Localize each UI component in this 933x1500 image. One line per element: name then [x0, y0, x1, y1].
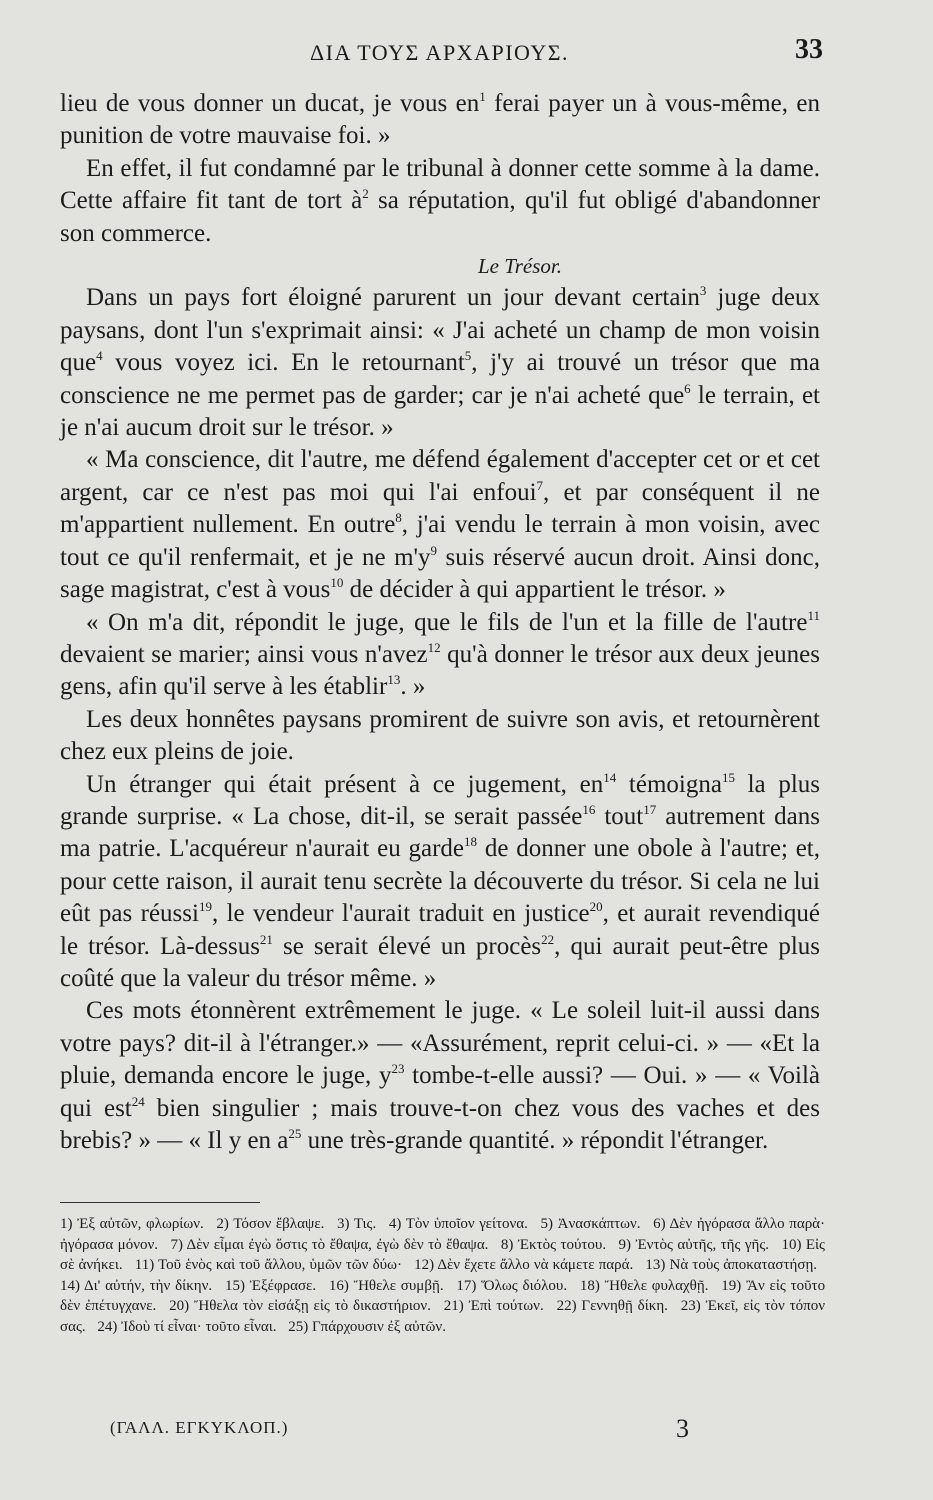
footnote: 3) Τις. — [337, 1216, 377, 1232]
footnote-ref: 25 — [288, 1126, 302, 1141]
footnotes — [60, 1214, 825, 1338]
footnote: 17) Ὅλως διόλου. — [456, 1277, 568, 1294]
footnote-ref: 1 — [479, 89, 486, 104]
page-number: 33 — [795, 34, 823, 65]
footnote: 1) Ἐξ αὐτῶν, φλωρίων. — [60, 1216, 204, 1232]
footnote: 21) Ἐπὶ τούτων. — [443, 1298, 544, 1315]
paragraph: En effet, il fut condamné par le tribunal à donner cette somme à la dame. Cette affaire fit tant de tort $à^2$ sa réputation, qu'il fut obligé d'abandonner son commerce. — [60, 154, 821, 247]
footnote-ref: 24 — [131, 1093, 145, 1109]
footnote: 18) Ἤθελε φυλαχθῇ. — [579, 1277, 709, 1294]
footnote: 14) Δι' αὐτήν, τὴν δίκην. — [60, 1277, 213, 1294]
paragraph: Ces mots étonnèrent extrêmement le juge. « Le soleil luit-il aussi dans votre pays? dit-il à l'étranger.» — «Assurément, reprit celui-ci. » — «Et la pluie, demanda encore le juge, $y^{23}$ tombe-t-elle aussi? — Oui. » — « Voilà qui est$^{24}$ bien singulier ; mais trouve-t-on chez vous des vaches et des brebis? » — « Il y en $a^{25}$ une très-grande quantité. » répondit l'étranger. — [60, 997, 821, 1154]
footnote-ref: 7 — [536, 477, 544, 493]
main-text — [60, 88, 820, 1157]
footnote: 16) Ἤθελε συμβῇ. — [328, 1277, 444, 1294]
footnote: 23) Ἐκεῖ, εἰς τὸν τόπον σας. — [60, 1298, 826, 1335]
footnote-ref: 2 — [362, 186, 369, 202]
footnote-ref: 20 — [589, 899, 603, 915]
footnote-ref: 5 — [464, 348, 472, 364]
footnote-ref: 8 — [395, 510, 402, 526]
running-title: ΔΙΑ ΤΟΥΣ ΑΡΧΑΡΙΟΥΣ. — [310, 40, 570, 65]
footnote-ref: 16 — [582, 801, 596, 817]
footnote-ref: 10 — [330, 575, 344, 591]
paragraph: Un étranger qui était présent à ce jugement, $en^{14}$ témoigna$^{15}$ la plus grande surprise. « La chose, dit-il, se serait passée$^{16}$ tout$^{17}$ autrement dans ma patrie. L'acquéreur n'aurait eu garde$^{18}$ de donner une obole à l'autre; et, pour cette raison, il aurait tenu secrète la découverte du trésor. Si cela ne lui eût pas réussi$^{19}$, le vendeur l'aurait traduit en justice$^{20}$, et aurait revendiqué le trésor. Là-dessus$^{21}$ se serait élevé un procès$^{22}$, qui aurait peut-être plus coûté que la valeur du trésor même. » — [60, 769, 821, 992]
footnote: 13) Νὰ τοὺς ἀποκαταστήσῃ. — [645, 1257, 818, 1274]
footnote: 7) Δὲν εἶμαι ἐγὼ ὅστις τὸ ἔθαψα, ἐγὼ δὲν τὸ ἔθαψα. — [170, 1236, 489, 1253]
paragraph: « On m'a dit, répondit le juge, que le fils de l'un et la fille de l'autre$^{11}$ devaient se marier; ainsi vous n'avez$^{12}$ qu'à donner le trésor aux deux jeunes gens, afin qu'il serve à les établir$^{13}$. » — [60, 607, 820, 701]
footnote: 6) Δὲν ἠγόρασα ἄλλο παρὰ· ἠγόρασα μόνον. — [60, 1216, 826, 1253]
footnote-ref: 21 — [259, 931, 273, 947]
footnote-ref: 22 — [541, 931, 555, 947]
footnote: 2) Τόσον ἔβλαψε. — [216, 1216, 325, 1232]
paragraph: Les deux honnêtes paysans promirent de suivre son avis, et retournèrent chez eux pleins de joie. — [60, 705, 820, 766]
footnote-ref: 18 — [464, 834, 478, 850]
footnote-ref: 4 — [96, 348, 103, 364]
footnote-ref: 6 — [684, 380, 691, 396]
paragraph-continued: lieu de vous donner un ducat, je vous $en^1$ ferai payer un à vous-même, en punition de votre mauvaise foi. » — [60, 89, 820, 150]
footnote: 25) Γπάρχουσιν ἐξ αὐτῶν. — [288, 1318, 446, 1335]
footnote-divider — [60, 1202, 260, 1203]
footnote: 15) Ἐξέφρασε. — [224, 1277, 317, 1294]
footnote-ref: 14 — [603, 769, 617, 785]
page-header — [0, 34, 933, 74]
footnote-ref: 3 — [699, 283, 707, 299]
footnote: 5) Ἀνασκάπτων. — [540, 1216, 641, 1232]
footnote: 9) Ἐντὸς αὐτῆς, τῆς γῆς. — [618, 1236, 770, 1253]
source-attribution: (ΓΑΛΛ. ΕΓΚΥΚΛΟΠ.) — [110, 1418, 289, 1437]
footnote: 22) Γεννηθῇ δίκη. — [556, 1298, 668, 1315]
footnote: 12) Δὲν ἔχετε ἄλλο νὰ κάμετε παρά. — [414, 1257, 634, 1274]
footnote: 24) Ἰδοὺ τί εἶναι· τοῦτο εἶναι. — [97, 1318, 277, 1335]
footnote-ref: 13 — [387, 672, 401, 688]
footnote: 20) Ἤθελα τὸν εἰσάξῃ εἰς τὸ δικαστήριον. — [169, 1298, 431, 1315]
section-heading: Le Trésor. — [477, 254, 563, 279]
footnote: 4) Τὸν ὑποῖον γείτονα. — [388, 1216, 528, 1232]
paragraph: « Ma conscience, dit l'autre, me défend également d'accepter cet or et cet argent, car ce n'est pas moi qui l'ai enfoui$^7$, et par conséquent il ne m'appartient nullement. En outre$^8$, j'ai vendu le terrain à mon voisin, avec tout ce qu'il renfermait, et je ne $m'y^9$ suis réservé aucun droit. Ainsi donc, sage magistrat, c'est à vous$^{10}$ de décider à qui appartient le trésor. » — [60, 446, 820, 604]
footnote-ref: 19 — [198, 899, 212, 915]
footnote: 11) Τοῦ ἑνὸς καὶ τοῦ ἄλλου, ὑμῶν τῶν δύω· — [134, 1257, 402, 1274]
footnote: 10) Εἰς σὲ ἀνήκει. — [60, 1236, 825, 1274]
paragraph: Dans un pays fort éloigné parurent un jour devant certain$^3$ juge deux paysans, dont l'un s'exprimait ainsi: « J'ai acheté un champ de mon voisin que$^4$ vous voyez ici. En le retournant$^5$, j'y ai trouvé un trésor que ma conscience ne me permet pas de garder; car je n'ai acheté que$^6$ le terrain, et je n'ai aucum droit sur le trésor. » — [60, 283, 821, 442]
footnote-ref: 9 — [430, 542, 438, 558]
footnote-ref: 12 — [427, 639, 441, 655]
footnote: 19) Ἂν εἰς τοῦτο δὲν ἐπέτυγχανε. — [60, 1277, 826, 1315]
footnote-ref: 11 — [807, 607, 820, 623]
footnote-ref: 23 — [391, 1061, 405, 1077]
footnote-ref: 15 — [721, 769, 735, 785]
footnote-ref: 17 — [643, 801, 657, 817]
footnote: 8) Ἐκτὸς τούτου. — [500, 1236, 607, 1253]
signature-mark: 3 — [676, 1414, 689, 1443]
